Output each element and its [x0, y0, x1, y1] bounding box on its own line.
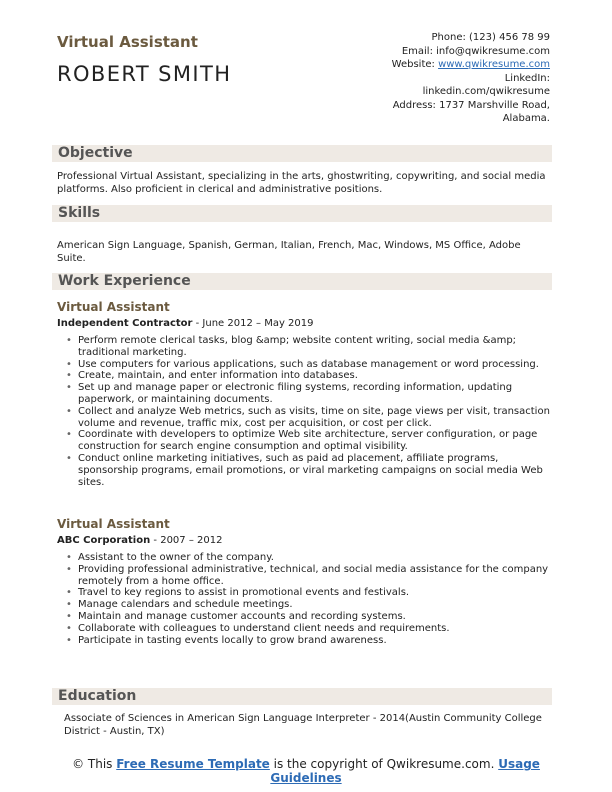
resume-job-title: Virtual Assistant	[57, 33, 198, 51]
footer-prefix: © This	[72, 757, 117, 771]
education-text: Associate of Sciences in American Sign Language Interpreter - 2014(Austin Community College District - Austin, TX)	[64, 713, 542, 737]
job-1-meta	[57, 318, 314, 329]
footer-middle: is the copyright of Qwikresume.com.	[269, 757, 499, 771]
website-label: Website:	[391, 59, 439, 70]
list-item: • Collect and analyze Web metrics, such as visits, time on site, page views per visit, transaction volume and revenue, traffic mix, cost per acquisition, or cost per click.	[64, 406, 554, 430]
objective-text: Professional Virtual Assistant, specializing in the arts, ghostwriting, copywriting, and social media platforms. Also proficient in clerical and administrative positions.	[57, 171, 546, 195]
contact-block	[310, 31, 550, 126]
list-item: • Assistant to the owner of the company.	[64, 552, 554, 564]
job-2-company: ABC Corporation	[57, 535, 151, 546]
list-item: • Travel to key regions to assist in promotional events and festivals.	[64, 587, 554, 599]
linkedin-label: LinkedIn:	[504, 72, 550, 84]
job-2-title: Virtual Assistant	[57, 517, 170, 531]
list-item: • Participate in tasting events locally to grow brand awareness.	[64, 635, 554, 647]
list-item: • Manage calendars and schedule meetings.	[64, 599, 554, 611]
linkedin-url: linkedin.com/qwikresume	[422, 86, 550, 97]
skills-section-bar	[52, 205, 552, 222]
website-link[interactable]: www.qwikresume.com	[438, 59, 550, 70]
job-1-dates: - June 2012 – May 2019	[192, 318, 314, 329]
website-line	[310, 58, 550, 72]
job-1-title: Virtual Assistant	[57, 300, 170, 314]
list-item: • Maintain and manage customer accounts and recording systems.	[64, 611, 554, 623]
work-heading: Work Experience	[58, 273, 191, 289]
skills-text: American Sign Language, Spanish, German, Italian, French, Mac, Windows, MS Office, Adobe Suite.	[57, 240, 521, 264]
candidate-name: ROBERT SMITH	[57, 62, 232, 86]
list-item: • Collaborate with colleagues to understand client needs and requirements.	[64, 623, 554, 635]
phone-line: Phone: (123) 456 78 99	[431, 32, 550, 43]
list-item: • Coordinate with developers to optimize Web site architecture, server configuration, or page construction for search engine consumption and optimal visibility.	[64, 429, 554, 453]
free-resume-template-link[interactable]: Free Resume Template	[116, 757, 270, 771]
job-2-dates: - 2007 – 2012	[150, 535, 223, 546]
usage-guidelines-link[interactable]: Usage Guidelines	[270, 757, 540, 785]
list-item: • Providing professional administrative, technical, and social media assistance for the company remotely from a home office.	[64, 564, 554, 588]
copyright-footer	[60, 757, 552, 785]
list-item: • Conduct online marketing initiatives, such as paid ad placement, affiliate programs, sponsorship programs, email promotions, or viral marketing campaigns on social media Web sites.	[64, 453, 554, 488]
education-heading: Education	[58, 688, 137, 704]
list-item: • Perform remote clerical tasks, blog &amp; website content writing, social media &amp; traditional marketing.	[64, 335, 554, 359]
objective-heading: Objective	[58, 145, 133, 161]
list-item: • Use computers for various applications, such as database management or word processing.	[64, 359, 554, 371]
job-1-bullet-list	[64, 335, 554, 488]
job-1-company: Independent Contractor	[57, 318, 193, 329]
job-2-meta	[57, 535, 222, 546]
list-item: • Set up and manage paper or electronic filing systems, recording information, updating paperwork, or maintaining documents.	[64, 382, 554, 406]
skills-heading: Skills	[58, 205, 101, 221]
job-2-bullet-list	[64, 552, 554, 646]
email-line: Email: info@qwikresume.com	[401, 45, 550, 57]
list-item: • Create, maintain, and enter information into databases.	[64, 370, 554, 382]
address-line-2: Alabama.	[502, 113, 550, 124]
address-line-1: Address: 1737 Marshville Road,	[392, 99, 550, 111]
